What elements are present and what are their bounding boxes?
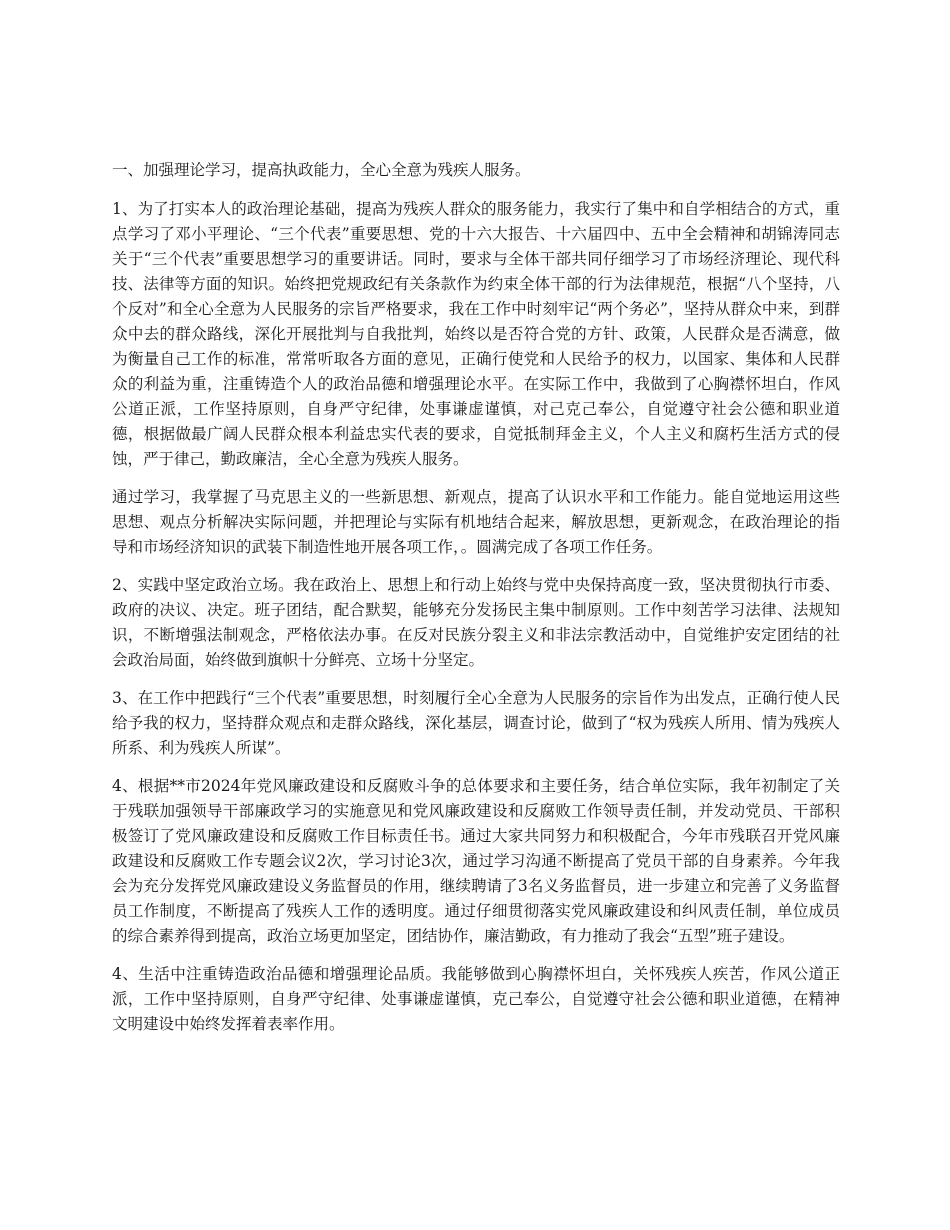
paragraph-item-4-anticorruption: 4、根据**市2024年党风廉政建设和反腐败斗争的总体要求和主要任务，结合单位实际，我年初制定了关于残联加强领导干部廉政学习的实施意见和党风廉政建设和反腐败工作领导责任制，并发动党员、干部积极签订了党风廉政建设和反腐败工作目标责任书。通过大家共同努力和积极配合，今年市残联召开党风廉政建设和反腐败工作专题会议2次，学习讨论3次，通过学习沟通不断提高了党员干部的自身素养。今年我会为充分发挥党风廉政建设义务监督员的作用，继续聘请了3名义务监督员，进一步建立和完善了义务监督员工作制度，不断提高了残疾人工作的透明度。通过仔细贯彻落实党风廉政建设和纠风责任制，单位成员的综合素养得到提高，政治立场更加坚定，团结协作，廉洁勤政，有力推动了我会“五型”班子建设。 bbox=[112, 777, 840, 945]
section-heading: 一、加强理论学习，提高执政能力，全心全意为残疾人服务。 bbox=[112, 161, 531, 179]
paragraph-item-4-life: 4、生活中注重铸造政治品德和增强理论品质。我能够做到心胸襟怀坦白，关怀残疾人疾苦，作风公道正派，工作中坚持原则，自身严守纪律、处事谦虚谨慎，克己奉公，自觉遵守社会公德和职业道德，在精神文明建设中始终发挥着表率作用。 bbox=[112, 965, 840, 1033]
paragraph-study-summary: 通过学习，我掌握了马克思主义的一些新思想、新观点，提高了认识水平和工作能力。能自觉地运用这些思想、观点分析解决实际问题，并把理论与实际有机地结合起来，解放思想，更新观念，在政治理论的指导和市场经济知识的武装下制造性地开展各项工作，。圆满完成了各项工作任务。 bbox=[112, 488, 840, 556]
paragraph-item-1: 1、为了打实本人的政治理论基础，提高为残疾人群众的服务能力，我实行了集中和自学相结合的方式，重点学习了邓小平理论、“三个代表”重要思想、党的十六大报告、十六届四中、五中全会精神和胡锦涛同志关于“三个代表”重要思想学习的重要讲话。同时，要求与全体干部共同仔细学习了市场经济理论、现代科技、法律等方面的知识。始终把党规政纪有关条款作为约束全体干部的行为法律规范，根据“八个坚持，八个反对”和全心全意为人民服务的宗旨严格要求，我在工作中时刻牢记“两个务必”，坚持从群众中来，到群众中去的群众路线，深化开展批判与自我批判，始终以是否符合党的方针、政策，人民群众是否满意，做为衡量自己工作的标准，常常听取各方面的意见，正确行使党和人民给予的权力，以国家、集体和人民群众的利益为重，注重铸造个人的政治品德和增强理论水平。在实际工作中，我做到了心胸襟怀坦白，作风公道正派，工作坚持原则，自身严守纪律，处事谦虚谨慎，对己克己奉公，自觉遵守社会公德和职业道德，根据做最广阔人民群众根本利益忠实代表的要求，自觉抵制拜金主义，个人主义和腐朽生活方式的侵蚀，严于律己，勤政廉洁，全心全意为残疾人服务。 bbox=[112, 200, 840, 468]
document-body bbox=[112, 158, 840, 1050]
paragraph-item-3: 3、在工作中把践行“三个代表”重要思想，时刻履行全心全意为人民服务的宗旨作为出发点，正确行使人民给予我的权力，坚持群众观点和走群众路线，深化基层，调查讨论，做到了“权为残疾人所用、情为残疾人所系、利为残疾人所谋”。 bbox=[112, 689, 840, 757]
paragraph-item-2: 2、实践中坚定政治立场。我在政治上、思想上和行动上始终与党中央保持高度一致，坚决贯彻执行市委、政府的决议、决定。班子团结，配合默契，能够充分发扬民主集中制原则。工作中刻苦学习法律、法规知识，不断增强法制观念，严格依法办事。在反对民族分裂主义和非法宗教活动中，自觉维护安定团结的社会政治局面，始终做到旗帜十分鲜亮、立场十分坚定。 bbox=[112, 576, 840, 669]
